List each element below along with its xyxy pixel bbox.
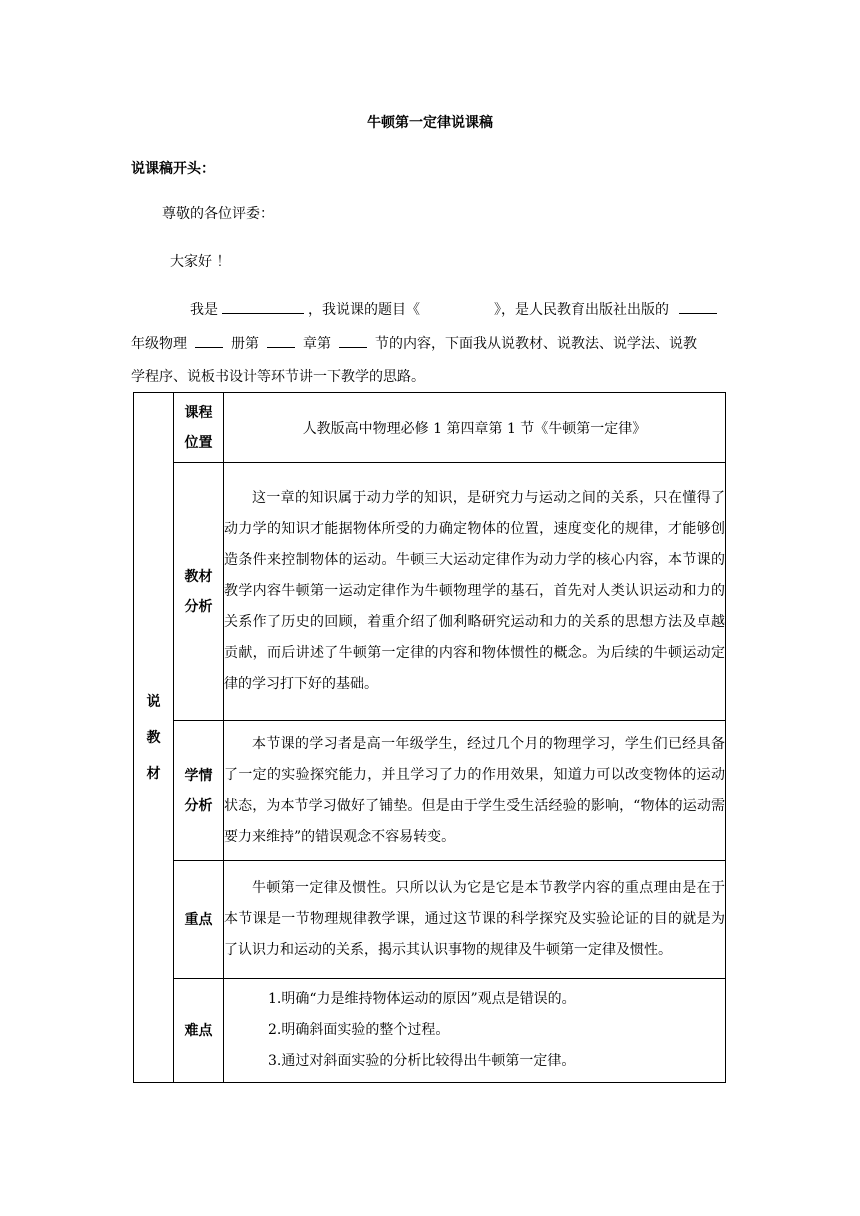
intro-text-part3: 》，是人民教育出版社出版的 [494,302,669,318]
intro-text-part1: 我是 [190,302,218,318]
intro-text-part6: 章第 [303,336,331,352]
textbook-analysis-text: 这一章的知识属于动力学的知识，是研究力与运动之间的关系，只在懂得了动力学的知识才能据物体所受的力确定物体的位置，速度变化的规律，才能够创造条件来控制物体的运动。牛顿三大运动定律作为动力学的核心内容，本节课的教学内容牛顿第一运动定律作为牛顿物理学的基石，首先对人类认识运动和力的关系作了历史的回顾，着重介绍了伽利略研究运动和力的关系的思想方法及卓越贡献，而后讲述了牛顿第一定律的内容和物体惯性的概念。为后续的牛顿运动定律的学习打下好的基础。 [224,463,726,721]
name-blank [222,299,304,314]
greeting-judges: 尊敬的各位评委： [162,206,274,222]
difficulty-item: 3.通过对斜面实验的分析比较得出牛顿第一定律。 [268,1053,576,1069]
row-label-difficulty: 难点 [174,979,224,1083]
table-row-key-point [134,861,726,979]
section-label-textbook: 说 教 材 [134,393,174,1083]
row-label-student-analysis: 学情 分析 [174,721,224,861]
chapter-blank [267,333,295,348]
intro-line-3: 学程序、说板书设计等环节讲一下教学的思路。 [131,369,425,385]
table-row-position [134,393,726,463]
volume-blank [195,333,223,348]
page-title: 牛顿第一定律说课稿 [367,115,493,131]
difficulty-item: 2.明确斜面实验的整个过程。 [268,1022,450,1038]
table-row-textbook-analysis [134,463,726,721]
student-analysis-text: 本节课的学习者是高一年级学生，经过几个月的物理学习，学生们已经具备了一定的实验探究能力，并且学习了力的作用效果，知道力可以改变物体的运动状态，为本节学习做好了铺垫。但是由于学生受生活经验的影响，“物体的运动需要力来维持”的错误观念不容易转变。 [224,721,726,861]
section-blank [339,333,367,348]
intro-text-part4: 年级物理 [131,336,187,352]
difficulty-list [224,979,726,1083]
row-label-key-point: 重点 [174,861,224,979]
key-point-text: 牛顿第一定律及惯性。只所以认为它是它是本节教学内容的重点理由是在于本节课是一节物理规律教学课，通过这节课的科学探究及实验论证的目的就是为了认识力和运动的关系，揭示其认识事物的规律及牛顿第一定律及惯性。 [224,861,726,979]
row-label-course-position: 课程 位置 [174,393,224,463]
grade-blank [679,299,717,314]
table-row-difficulty [134,979,726,1083]
intro-text-part7: 节的内容，下面我从说教材、说教法、说学法、说教 [375,336,697,352]
table-row-student-analysis [134,721,726,861]
course-position-text: 人教版高中物理必修 1 第四章第 1 节《牛顿第一定律》 [224,393,726,463]
lesson-table [133,392,726,1083]
section-heading: 说课稿开头： [131,161,215,177]
greeting-all: 大家好 ！ [170,254,231,270]
intro-line-2 [131,333,697,354]
row-label-textbook-analysis: 教材 分析 [174,463,224,721]
difficulty-item: 1.明确“力是维持物体运动的原因”观点是错误的。 [268,991,576,1007]
intro-text-part2: ，我说课的题目《 [308,302,420,318]
intro-text-part5: 册第 [231,336,259,352]
intro-line-1 [190,299,721,320]
